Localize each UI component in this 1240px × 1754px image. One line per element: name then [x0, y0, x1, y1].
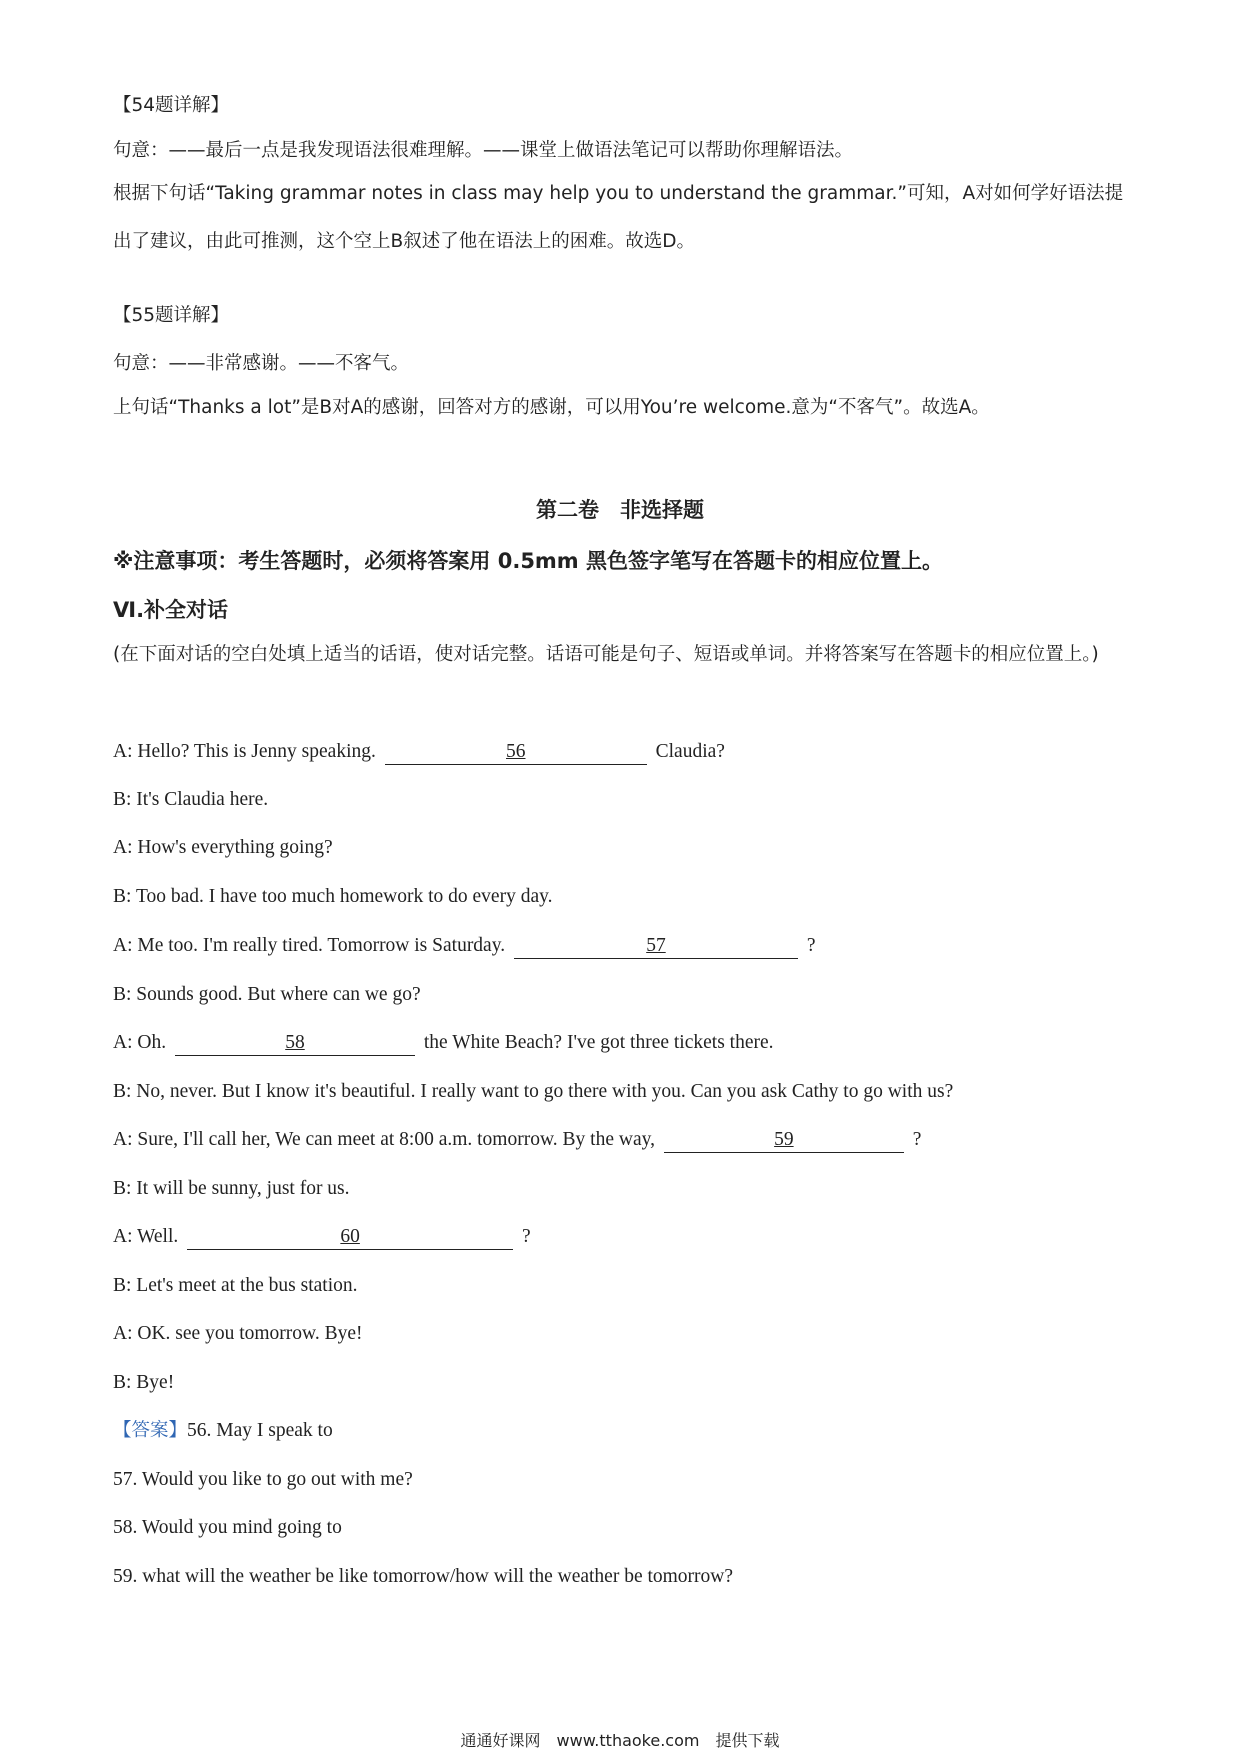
dialogue-line-1-end: Claudia?: [655, 741, 725, 762]
dialogue-line-10: B: It will be sunny, just for us.: [113, 1178, 350, 1199]
dialogue-line-7-text: A: Oh.: [113, 1032, 167, 1053]
dialogue-line-2: B: It's Claudia here.: [113, 789, 269, 810]
notice-text: ※注意事项：考生答题时，必须将答案用 0.5mm 黑色签字笔写在答题卡的相应位置上。: [113, 549, 943, 573]
dialogue-line-7-end: the White Beach? I've got three tickets there.: [423, 1032, 774, 1053]
answer-tag: 【答案】: [113, 1420, 188, 1441]
explain-54-header: 【54题详解】: [113, 95, 230, 116]
dialogue-line-1: [113, 738, 725, 766]
blank-58-number: 58: [285, 1032, 305, 1053]
blank-56[interactable]: [385, 740, 647, 765]
blank-59-number: 59: [774, 1129, 794, 1150]
dialogue-line-6: B: Sounds good. But where can we go?: [113, 984, 421, 1005]
answer-59: 59. what will the weather be like tomorrow/how will the weather be tomorrow?: [113, 1566, 734, 1587]
dialogue-line-14: B: Bye!: [113, 1372, 175, 1393]
dialogue-line-7: [113, 1029, 774, 1057]
blank-60[interactable]: [187, 1225, 513, 1250]
blank-60-number: 60: [340, 1226, 360, 1247]
blank-59[interactable]: [664, 1128, 904, 1153]
dialogue-line-9-end: ?: [912, 1129, 922, 1150]
dialogue-line-11-text: A: Well.: [113, 1226, 179, 1247]
part-title: Ⅵ.补全对话: [113, 598, 229, 622]
dialogue-line-5: [113, 932, 815, 960]
page-footer: 通通好课网 www.tthaoke.com 提供下载: [460, 1731, 780, 1750]
answer-57: 57. Would you like to go out with me?: [113, 1469, 413, 1490]
dialogue-line-3: A: How's everything going?: [113, 837, 333, 858]
dialogue-line-8: B: No, never. But I know it's beautiful. I really want to go there with you. Can you ask Cathy to go with us?: [113, 1081, 954, 1102]
dialogue-line-1-text: A: Hello? This is Jenny speaking.: [113, 741, 376, 762]
section-title: 第二卷 非选择题: [536, 498, 704, 522]
blank-58[interactable]: [175, 1031, 415, 1056]
blank-57-number: 57: [646, 935, 666, 956]
explain-54-meaning: 句意：——最后一点是我发现语法很难理解。——课堂上做语法笔记可以帮助你理解语法。: [113, 140, 854, 161]
explain-54-analysis: 根据下句话“Taking grammar notes in class may help you to understand the grammar.”可知，A对如何学好语法提出了建议，由此可推测，这个空上B叙述了他在语法上的困难。故选D。: [113, 183, 1124, 252]
answer-58: 58. Would you mind going to: [113, 1517, 342, 1538]
dialogue-line-9: [113, 1126, 921, 1154]
dialogue-line-5-text: A: Me too. I'm really tired. Tomorrow is Saturday.: [113, 935, 506, 956]
explain-55-analysis: 上句话“Thanks a lot”是B对A的感谢，回答对方的感谢，可以用You’re welcome.意为“不客气”。故选A。: [113, 397, 990, 418]
dialogue-line-9-text: A: Sure, I'll call her, We can meet at 8:00 a.m. tomorrow. By the way,: [113, 1129, 655, 1150]
blank-56-number: 56: [506, 741, 526, 762]
dialogue-line-12: B: Let's meet at the bus station.: [113, 1275, 358, 1296]
dialogue-line-11-end: ?: [521, 1226, 531, 1247]
answer-56-line: [113, 1417, 333, 1445]
blank-57[interactable]: [514, 934, 798, 959]
answer-56: 56. May I speak to: [187, 1420, 333, 1441]
dialogue-line-4: B: Too bad. I have too much homework to do every day.: [113, 886, 553, 907]
dialogue-line-13: A: OK. see you tomorrow. Bye!: [113, 1323, 363, 1344]
explain-55-meaning: 句意：——非常感谢。——不客气。: [113, 353, 410, 374]
explain-55-header: 【55题详解】: [113, 305, 230, 326]
dialogue-line-5-end: ?: [806, 935, 816, 956]
instruction-text: (在下面对话的空白处填上适当的话语，使对话完整。话语可能是句子、短语或单词。并将答案写在答题卡的相应位置上。): [113, 644, 1099, 665]
dialogue-line-11: [113, 1223, 531, 1251]
